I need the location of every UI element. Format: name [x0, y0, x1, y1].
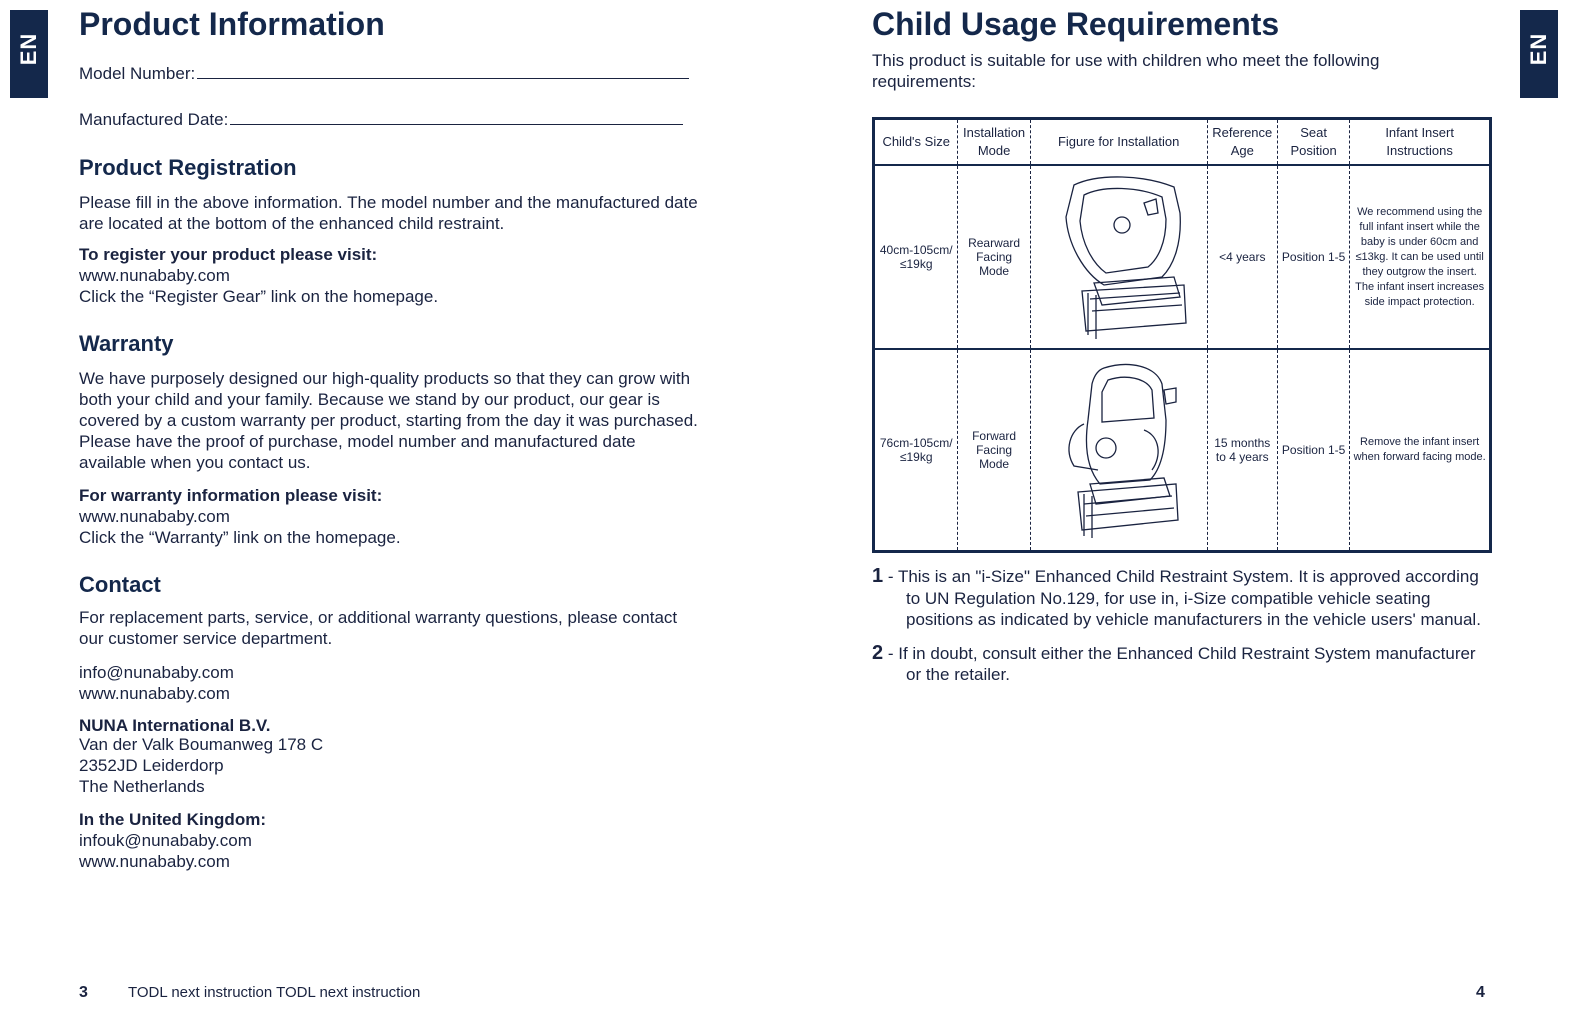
- model-number-line: [197, 62, 689, 79]
- registration-link-text: Click the “Register Gear” link on the homepage.: [79, 287, 439, 306]
- figure-cell: [1030, 349, 1207, 552]
- mode-cell: Forward Facing Mode: [958, 349, 1030, 552]
- language-tab-left: [10, 10, 48, 98]
- note-number: 2: [872, 641, 884, 664]
- registration-visit-label: To register your product please visit:: [79, 245, 378, 264]
- header-cell: Reference Age: [1207, 119, 1277, 166]
- manufactured-date-field: [79, 108, 683, 130]
- language-tab-right: [1520, 10, 1558, 98]
- uk-email[interactable]: infouk@nunababy.com: [79, 831, 252, 850]
- contact-body: For replacement parts, service, or additional warranty questions, please contact our customer service department.: [79, 608, 678, 648]
- intro-text: This product is suitable for use with children who meet the following requirements:: [872, 51, 1380, 91]
- warranty-url[interactable]: www.nunababy.com: [79, 507, 230, 526]
- figure-cell: [1030, 165, 1207, 349]
- requirements-table: [872, 117, 1492, 553]
- size-cell: 40cm-105cm/ ≤19kg: [874, 165, 958, 349]
- page-number-right: 4: [1476, 984, 1485, 1001]
- mode-cell: Rearward Facing Mode: [958, 165, 1030, 349]
- contact-url[interactable]: www.nunababy.com: [79, 684, 230, 703]
- header-cell: Figure for Installation: [1030, 119, 1207, 166]
- registration-heading: Product Registration: [79, 155, 297, 180]
- warranty-body: We have purposely designed our high-quality products so that they can grow with both your child and your family. Because we stand by our product, our gear is covered by a custom warranty per product, starting from the day it was purchased. Please have the proof of purchase, model number and manufactured date available when you contact us.: [79, 369, 698, 472]
- language-tab-label: EN: [16, 32, 41, 66]
- page-number-left: 3: [79, 984, 88, 1001]
- page-title: Product Information: [79, 6, 385, 42]
- note-item: 2 - If in doubt, consult either the Enhanced Child Restraint System manufacturer or the retailer.: [872, 641, 1476, 684]
- table-header-row: [874, 119, 1491, 166]
- address-line-1: Van der Valk Boumanweg 178 C: [79, 735, 324, 754]
- footer-text: TODL next instruction TODL next instruction: [128, 984, 421, 1001]
- header-cell: Child's Size: [874, 119, 958, 166]
- uk-label: In the United Kingdom:: [79, 810, 266, 829]
- note-text: This is an "i-Size" Enhanced Child Restraint System. It is approved according to UN Regulation No.129, for use in, i-Size compatible vehicle seating positions as indicated by vehicle manufacturers in the vehicle users' manual.: [897, 567, 1481, 629]
- language-tab-label: EN: [1526, 32, 1551, 66]
- contact-email[interactable]: info@nunababy.com: [79, 663, 234, 682]
- company-name: NUNA International B.V.: [79, 716, 271, 735]
- uk-url[interactable]: www.nunababy.com: [79, 852, 230, 871]
- header-cell: Infant Insert Instructions: [1350, 119, 1491, 166]
- rearward-seat-icon: [1044, 173, 1194, 341]
- registration-url[interactable]: www.nunababy.com: [79, 266, 230, 285]
- header-cell: Seat Position: [1277, 119, 1349, 166]
- age-cell: 15 months to 4 years: [1207, 349, 1277, 552]
- page-title-right: Child Usage Requirements: [872, 6, 1280, 42]
- notes-list: [872, 566, 1492, 698]
- model-number-label: Model Number:: [79, 64, 196, 83]
- warranty-link-text: Click the “Warranty” link on the homepage.: [79, 528, 401, 547]
- manufactured-date-label: Manufactured Date:: [79, 110, 229, 129]
- table-row: [874, 165, 1491, 349]
- address-line-2: 2352JD Leiderdorp: [79, 756, 224, 775]
- note-item: 1 - This is an "i-Size" Enhanced Child Restraint System. It is approved according to UN Regulation No.129, for use in, i-Size compatible vehicle seating positions as indicated by vehicle manufacturers in the vehicle users' manual.: [872, 565, 1481, 629]
- registration-body: Please fill in the above information. The model number and the manufactured date are located at the bottom of the enhanced child restraint.: [79, 193, 698, 233]
- note-number: 1: [872, 565, 884, 587]
- age-cell: <4 years: [1207, 165, 1277, 349]
- warranty-heading: Warranty: [79, 331, 174, 356]
- address-line-3: The Netherlands: [79, 777, 205, 796]
- forward-seat-icon: [1044, 360, 1194, 540]
- size-cell: 76cm-105cm/ ≤19kg: [879, 436, 953, 464]
- position-cell: Position 1-5: [1277, 165, 1349, 349]
- contact-heading: Contact: [79, 572, 161, 597]
- warranty-visit-label: For warranty information please visit:: [79, 486, 383, 505]
- model-number-field: [79, 62, 689, 84]
- manufactured-date-line: [230, 108, 683, 125]
- insert-cell: We recommend using the full infant insert while the baby is under 60cm and ≤13kg. It can be used until they outgrow the insert. The infant insert increases side impact protection.: [1350, 165, 1491, 349]
- table-row: [874, 349, 1491, 552]
- insert-cell: Remove the infant insert when forward facing mode.: [1350, 349, 1491, 552]
- header-cell: Installation Mode: [958, 119, 1030, 166]
- position-cell: Position 1-5: [1277, 349, 1349, 552]
- note-text: If in doubt, consult either the Enhanced Child Restraint System manufacturer or the retailer.: [898, 643, 1476, 684]
